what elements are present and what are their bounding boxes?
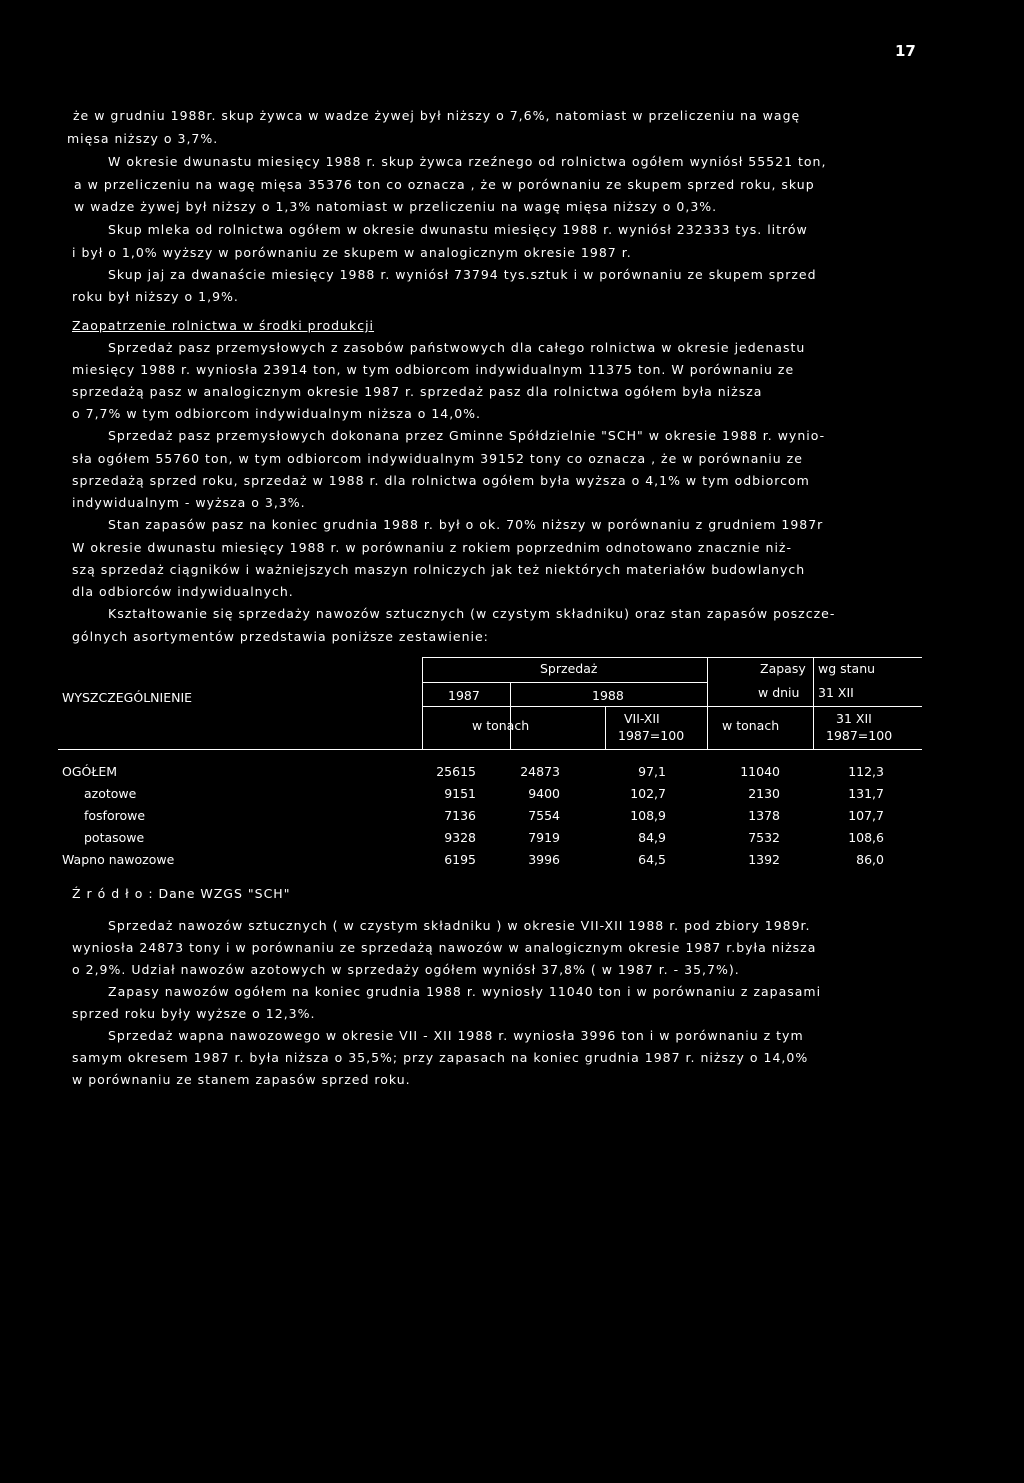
text-line: i był o 1,0% wyższy w porównaniu ze skupem w analogicznym okresie 1987 r. [72,245,632,260]
table-rule [813,657,814,749]
text-line: wyniosła 24873 tony i w porównaniu ze sprzedażą nawozów w analogicznym okresie 1987 r.była niższa [72,940,817,955]
text-line: Sprzedaż pasz przemysłowych dokonana przez Gminne Spółdzielnie "SCH" w okresie 1988 r. wynio- [108,428,826,443]
cell: 1378 [748,808,780,823]
cell: 108,9 [630,808,666,823]
cell: 25615 [436,764,476,779]
header-index: 1987=100 [618,728,685,743]
cell: 131,7 [848,786,884,801]
text-line: miesięcy 1988 r. wyniosła 23914 ton, w tym odbiorcom indywidualnym 11375 ton. W porównaniu ze [72,362,795,377]
cell: 108,6 [848,830,884,845]
text-line: a w przeliczeniu na wagę mięsa 35376 ton co oznacza , że w porównaniu ze skupem sprzed roku, skup [74,177,815,192]
cell: 86,0 [856,852,884,867]
row-name: azotowe [84,786,137,801]
text-line: W okresie dwunastu miesięcy 1988 r. skup żywca rzeźnego od rolnictwa ogółem wyniósł 55521 ton, [108,154,827,169]
cell: 11040 [740,764,780,779]
cell: 7532 [748,830,780,845]
cell: 102,7 [630,786,666,801]
row-name: potasowe [84,830,145,845]
row-name: Wapno nawozowe [62,852,175,867]
text-line: Sprzedaż nawozów sztucznych ( w czystym składniku ) w okresie VII-XII 1988 r. pod zbiory 1989r. [108,918,811,933]
cell: 6195 [444,852,476,867]
text-line: sprzedażą pasz w analogicznym okresie 1987 r. sprzedaż pasz dla rolnictwa ogółem była niższa [72,384,763,399]
cell: 84,9 [638,830,666,845]
cell: 97,1 [638,764,666,779]
table-rule [510,682,511,749]
text-line: dla odbiorców indywidualnych. [72,584,294,599]
cell: 2130 [748,786,780,801]
text-line: w wadze żywej był niższy o 1,3% natomiast w przeliczeniu na wagę mięsa niższy o 0,3%. [74,199,718,214]
header-1987: 1987 [448,688,480,703]
header-date: 31 XII [818,685,854,700]
text-line: Stan zapasów pasz na koniec grudnia 1988 r. był o ok. 70% niższy w porównaniu z grudniem 1987r [108,517,824,532]
cell: 9151 [444,786,476,801]
cell: 24873 [520,764,560,779]
header-w-dniu: w dniu [758,685,800,700]
text-line: sła ogółem 55760 ton, w tym odbiorcom indywidualnym 39152 tony co oznacza , że w porównaniu ze [72,451,803,466]
cell: 7136 [444,808,476,823]
text-line: W okresie dwunastu miesięcy 1988 r. w porównaniu z rokiem poprzednim odnotowano znacznie niż- [72,540,792,555]
header-w-tonach-2: w tonach [722,718,780,733]
text-line: mięsa niższy o 3,7%. [67,131,219,146]
table-rule [707,657,708,749]
row-name: fosforowe [84,808,146,823]
table-rule [58,749,922,750]
col-label: WYSZCZEGÓLNIENIE [62,690,193,705]
cell: 7554 [528,808,560,823]
header-zapasy: Zapasy [760,661,806,676]
cell: 9400 [528,786,560,801]
text-line: sprzed roku były wyższe o 12,3%. [72,1006,316,1021]
header-w-tonach: w tonach [472,718,530,733]
text-line: samym okresem 1987 r. była niższa o 35,5%; przy zapasach na koniec grudnia 1987 r. niższy o 14,0% [72,1050,809,1065]
page-number: 17 [895,42,916,60]
text-line: w porównaniu ze stanem zapasów sprzed roku. [72,1072,411,1087]
text-line: roku był niższy o 1,9%. [72,289,239,304]
cell: 7919 [528,830,560,845]
table-rule [422,657,922,658]
header-date-2: 31 XII [836,711,872,726]
header-index-2: 1987=100 [826,728,893,743]
text-line: sprzedażą sprzed roku, sprzedaż w 1988 r. dla rolnictwa ogółem była wyższa o 4,1% w tym odbiorcom [72,473,810,488]
header-1988: 1988 [592,688,624,703]
text-line: indywidualnym - wyższa o 3,3%. [72,495,306,510]
text-line: Skup mleka od rolnictwa ogółem w okresie dwunastu miesięcy 1988 r. wyniósł 232333 tys. litrów [108,222,808,237]
text-line: szą sprzedaż ciągników i ważniejszych maszyn rolniczych jak też niektórych materiałów budowlanych [72,562,806,577]
text-line: Zapasy nawozów ogółem na koniec grudnia 1988 r. wyniosły 11040 ton i w porównaniu z zapasami [108,984,822,999]
header-sprzedaz: Sprzedaż [540,661,598,676]
section-heading: Zaopatrzenie rolnictwa w środki produkcji [72,318,375,333]
text-line: Skup jaj za dwanaście miesięcy 1988 r. wyniósł 73794 tys.sztuk i w porównaniu ze skupem sprzed [108,267,817,282]
cell: 64,5 [638,852,666,867]
text-line: że w grudniu 1988r. skup żywca w wadze żywej był niższy o 7,6%, natomiast w przeliczeniu na wagę [73,108,801,123]
text-line: Sprzedaż pasz przemysłowych z zasobów państwowych dla całego rolnictwa w okresie jedenastu [108,340,806,355]
cell: 3996 [528,852,560,867]
table-rule [422,682,707,683]
table-rule [605,706,606,749]
text-line: o 2,9%. Udział nawozów azotowych w sprzedaży ogółem wyniósł 37,8% ( w 1987 r. - 35,7%). [72,962,740,977]
cell: 112,3 [848,764,884,779]
text-line: o 7,7% w tym odbiorcom indywidualnym niższa o 14,0%. [72,406,482,421]
header-wg-stanu: wg stanu [818,661,876,676]
text-line: Sprzedaż wapna nawozowego w okresie VII - XII 1988 r. wyniosła 3996 ton i w porównaniu z tym [108,1028,804,1043]
cell: 107,7 [848,808,884,823]
cell: 9328 [444,830,476,845]
row-name: OGÓŁEM [62,764,118,779]
table-rule [422,657,423,749]
text-line: Kształtowanie się sprzedaży nawozów sztucznych (w czystym składniku) oraz stan zapasów poszcze- [108,606,836,621]
source-note: Ź r ó d ł o : Dane WZGS "SCH" [72,886,291,901]
text-line: gólnych asortymentów przedstawia poniższe zestawienie: [72,629,489,644]
header-period: VII-XII [624,711,660,726]
table-rule [422,706,922,707]
cell: 1392 [748,852,780,867]
